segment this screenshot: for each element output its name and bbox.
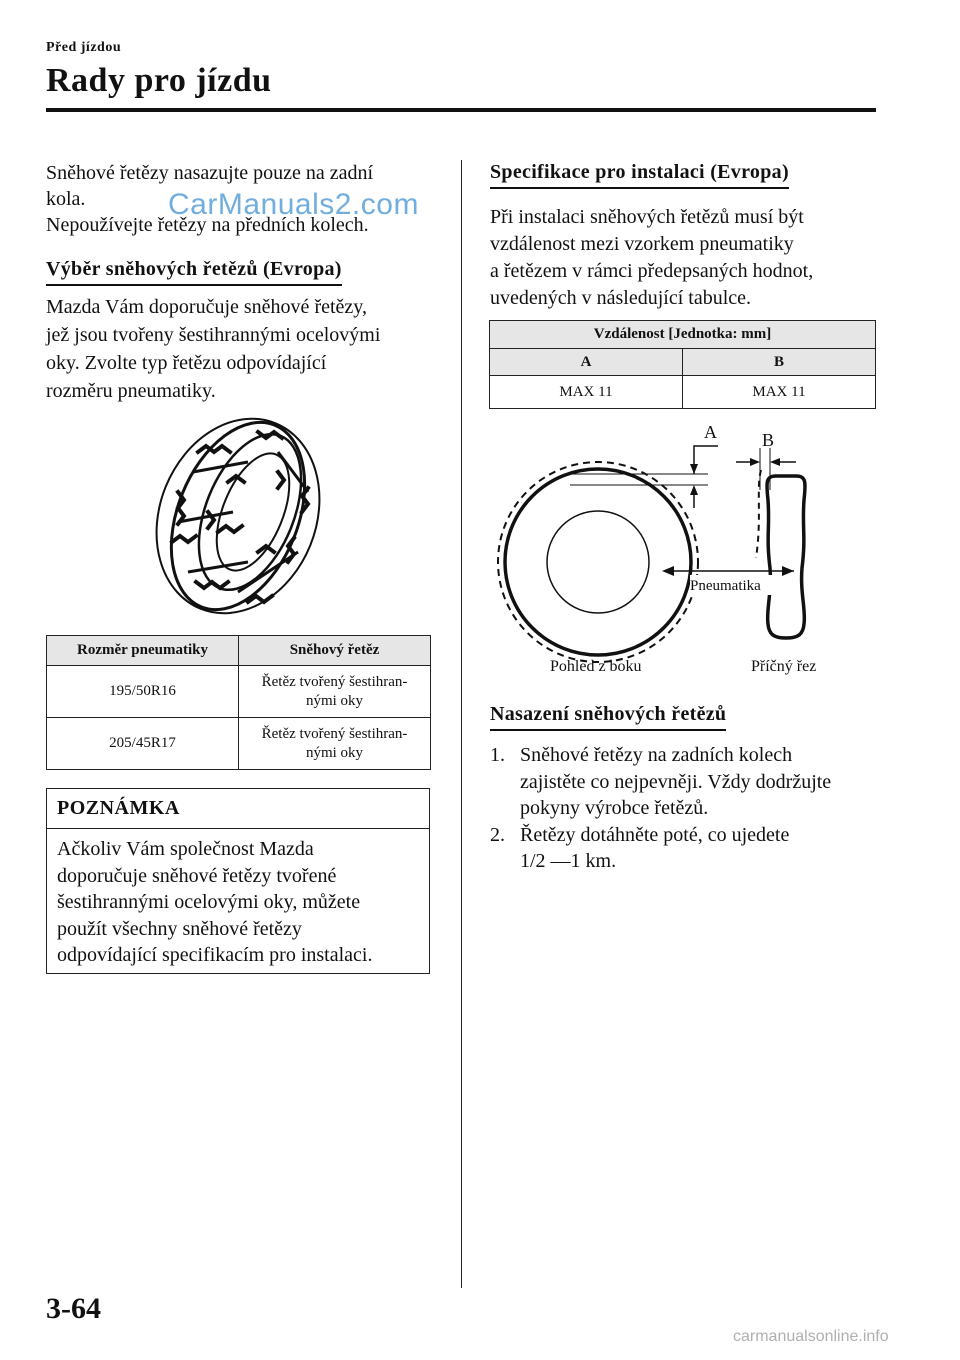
tire-size-cell: 205/45R17: [47, 718, 239, 770]
label-tire: Pneumatika: [690, 578, 761, 594]
spec-paragraph: [490, 204, 890, 312]
column-divider: [461, 160, 462, 1288]
chain-type-line: Řetěz tvořený šestihran-: [261, 673, 408, 690]
note-line: doporučuje sněhové řetězy tvořené: [57, 864, 337, 887]
page-number: 3-64: [46, 1292, 101, 1325]
caption-side-view: Pohled z boku: [550, 658, 642, 675]
table-header: Rozměr pneumatiky: [47, 636, 239, 666]
heading-chain-fitting: Nasazení sněhových řetězů: [490, 701, 726, 731]
table-header: B: [683, 349, 876, 376]
table-row: [47, 666, 431, 718]
chain-type-cell: [239, 718, 431, 770]
chain-type-line: nými oky: [305, 744, 364, 761]
list-line: Sněhové řetězy na zadních kolech: [520, 744, 793, 766]
list-number: 2.: [490, 823, 505, 846]
intro-line: Sněhové řetězy nasazujte pouze na zadní: [46, 162, 374, 184]
note-line: šestihrannými ocelovými oky, můžete: [57, 891, 361, 913]
note-box: [46, 788, 430, 974]
spec-line: a řetězem v rámci předepsaných hodnot,: [490, 260, 814, 282]
chain-dashed-circle: [498, 462, 698, 662]
label-b: B: [762, 430, 775, 450]
distance-cell: MAX 11: [683, 376, 876, 409]
intro-line: Nepoužívejte řetězy na předních kolech.: [46, 214, 369, 236]
spec-line: vzdálenost mezi vzorkem pneumatiky: [490, 233, 794, 255]
clearance-diagram: [490, 418, 850, 680]
selection-line: jež jsou tvořeny šestihrannými ocelovými: [46, 324, 381, 346]
tire-chain-table: [46, 635, 431, 770]
distance-table: [489, 320, 876, 409]
watermark-logo[interactable]: CarManuals2.com: [168, 188, 419, 221]
note-line: odpovídající specifikacím pro instalaci.: [57, 944, 373, 966]
rim-circle: [547, 511, 649, 613]
table-header: Sněhový řetěz: [239, 636, 431, 666]
section-label: Před jízdou: [46, 40, 122, 55]
snow-chain-illustration: [138, 412, 338, 620]
title-rule: [46, 108, 876, 112]
chain-type-cell: [239, 666, 431, 718]
chain-type-line: Řetěz tvořený šestihran-: [261, 725, 408, 742]
list-item: [490, 742, 890, 822]
page-title: Rady pro jízdu: [46, 62, 272, 99]
list-line: zajistěte co nejpevněji. Vždy dodržujte: [520, 770, 832, 793]
caption-cross-section: Příčný řez: [751, 658, 817, 675]
tire-cross-section: [767, 476, 805, 638]
selection-line: rozměru pneumatiky.: [46, 380, 216, 402]
chain-type-line: nými oky: [305, 692, 364, 709]
tire-outer-circle: [505, 469, 691, 655]
table-row: [47, 718, 431, 770]
note-line: použít všechny sněhové řetězy: [57, 917, 302, 940]
instructions-list: [490, 742, 890, 875]
list-line: pokyny výrobce řetězů.: [520, 797, 709, 819]
label-a: A: [704, 422, 717, 442]
list-item: [490, 822, 890, 875]
note-title: POZNÁMKA: [47, 789, 429, 829]
spec-line: Při instalaci sněhových řetězů musí být: [490, 206, 804, 228]
heading-installation-spec: Specifikace pro instalaci (Evropa): [490, 159, 789, 189]
table-header: Vzdálenost [Jednotka: mm]: [490, 321, 876, 349]
tire-size-cell: 195/50R16: [47, 666, 239, 718]
heading-chain-selection: Výběr sněhových řetězů (Evropa): [46, 256, 342, 286]
note-text: [47, 829, 429, 969]
footer-watermark[interactable]: carmanualsonline.info: [733, 1328, 889, 1345]
note-line: Ačkoliv Vám společnost Mazda: [57, 838, 314, 860]
list-line: Řetězy dotáhněte poté, co ujedete: [520, 823, 790, 846]
spec-line: uvedených v následující tabulce.: [490, 287, 752, 309]
list-line: 1/2 ―1 km.: [520, 850, 617, 872]
table-header: A: [490, 349, 683, 376]
intro-line: kola.: [46, 188, 86, 210]
distance-cell: MAX 11: [490, 376, 683, 409]
selection-line: oky. Zvolte typ řetězu odpovídající: [46, 352, 327, 374]
selection-paragraph: [46, 293, 446, 405]
selection-line: Mazda Vám doporučuje sněhové řetězy,: [46, 296, 367, 318]
table-row: [490, 376, 876, 409]
list-number: 1.: [490, 744, 505, 766]
